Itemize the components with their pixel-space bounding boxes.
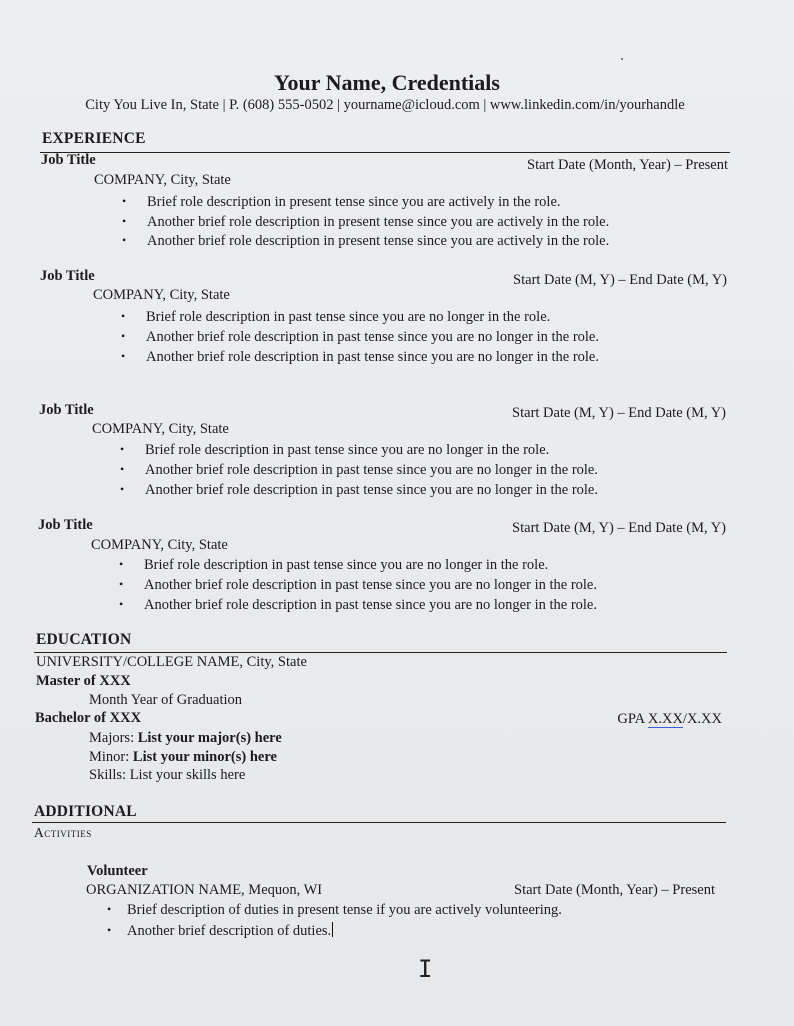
paper-speck <box>621 58 623 60</box>
resume-name: Your Name, Credentials <box>274 70 500 95</box>
bullet-icon: • <box>120 462 125 476</box>
skills-line: Skills: List your skills here <box>89 767 246 783</box>
bullet-icon: • <box>122 233 127 247</box>
majors-line: Majors: List your major(s) here <box>89 730 282 746</box>
job-1-dates: Start Date (Month, Year) – Present <box>527 157 728 173</box>
gpa: GPA X.XX/X.XX <box>617 711 722 727</box>
bullet-icon: • <box>119 597 124 611</box>
job-1-title: Job Title <box>41 152 96 168</box>
bullet-icon: • <box>119 577 124 591</box>
volunteer-organization: ORGANIZATION NAME, Mequon, WI <box>86 882 323 898</box>
job-4-bullet-2: • Another brief role description in past tense since you are no longer in the role. <box>119 577 597 593</box>
activities-subheading: Activities <box>34 825 92 840</box>
masters-degree: Master of XXX <box>36 673 131 689</box>
job-3-bullet-3: • Another brief role description in past tense since you are no longer in the role. <box>120 482 598 498</box>
job-1-company: COMPANY, City, State <box>94 172 231 188</box>
text-cursor-icon: I <box>418 955 433 983</box>
gpa-value: X.XX <box>647 711 683 727</box>
job-4-company: COMPANY, City, State <box>91 537 228 553</box>
job-3-company: COMPANY, City, State <box>92 421 229 437</box>
bullet-icon: • <box>107 902 112 916</box>
job-2-bullet-2: • Another brief role description in past tense since you are no longer in the role. <box>121 329 599 345</box>
minor-line: Minor: List your minor(s) here <box>89 749 277 765</box>
bullet-icon: • <box>107 923 112 937</box>
bullet-icon: • <box>122 194 127 208</box>
additional-heading: ADDITIONAL <box>34 803 137 820</box>
job-4-dates: Start Date (M, Y) – End Date (M, Y) <box>512 520 726 536</box>
job-2-bullet-3: • Another brief role description in past tense since you are no longer in the role. <box>121 349 599 365</box>
volunteer-bullet-1: • Brief description of duties in present tense if you are actively volunteering. <box>107 902 562 918</box>
job-3-bullet-1: • Brief role description in past tense since you are no longer in the role. <box>120 442 550 458</box>
bullet-icon: • <box>120 482 125 496</box>
job-1-bullet-1: • Brief role description in present tense since you are actively in the role. <box>122 194 561 210</box>
job-1-bullet-3: • Another brief role description in present tense since you are actively in the role. <box>122 233 610 249</box>
bullet-icon: • <box>121 349 126 363</box>
education-rule <box>34 652 727 653</box>
job-2-title: Job Title <box>40 268 95 284</box>
additional-rule <box>32 822 726 823</box>
experience-heading: EXPERIENCE <box>42 130 146 147</box>
bachelors-degree: Bachelor of XXX <box>35 710 142 726</box>
education-heading: EDUCATION <box>36 631 132 648</box>
job-4-bullet-1: • Brief role description in past tense since you are no longer in the role. <box>119 557 549 573</box>
job-3-bullet-2: • Another brief role description in past tense since you are no longer in the role. <box>120 462 598 478</box>
contact-line: City You Live In, State | P. (608) 555-0502 | yourname@icloud.com | www.linkedin.com/in/yourhandle <box>85 97 685 113</box>
experience-rule <box>40 152 730 153</box>
job-4-bullet-3: • Another brief role description in past tense since you are no longer in the role. <box>119 597 597 613</box>
masters-graduation: Month Year of Graduation <box>89 692 243 708</box>
bullet-icon: • <box>122 214 127 228</box>
job-3-dates: Start Date (M, Y) – End Date (M, Y) <box>512 405 726 421</box>
bullet-icon: • <box>121 309 126 323</box>
volunteer-role: Volunteer <box>87 863 148 879</box>
volunteer-dates: Start Date (Month, Year) – Present <box>514 882 715 898</box>
job-2-bullet-1: • Brief role description in past tense since you are no longer in the role. <box>121 309 551 325</box>
bullet-icon: • <box>120 442 125 456</box>
job-2-dates: Start Date (M, Y) – End Date (M, Y) <box>513 272 727 288</box>
job-1-bullet-2: • Another brief role description in present tense since you are actively in the role. <box>122 214 610 230</box>
text-caret <box>332 922 333 937</box>
job-4-title: Job Title <box>38 517 93 533</box>
job-2-company: COMPANY, City, State <box>93 287 230 303</box>
volunteer-bullet-2[interactable]: • Another brief description of duties. <box>107 923 332 939</box>
bullet-icon: • <box>121 329 126 343</box>
bullet-icon: • <box>119 557 124 571</box>
school-name: UNIVERSITY/COLLEGE NAME, City, State <box>36 654 307 670</box>
job-3-title: Job Title <box>39 402 94 418</box>
